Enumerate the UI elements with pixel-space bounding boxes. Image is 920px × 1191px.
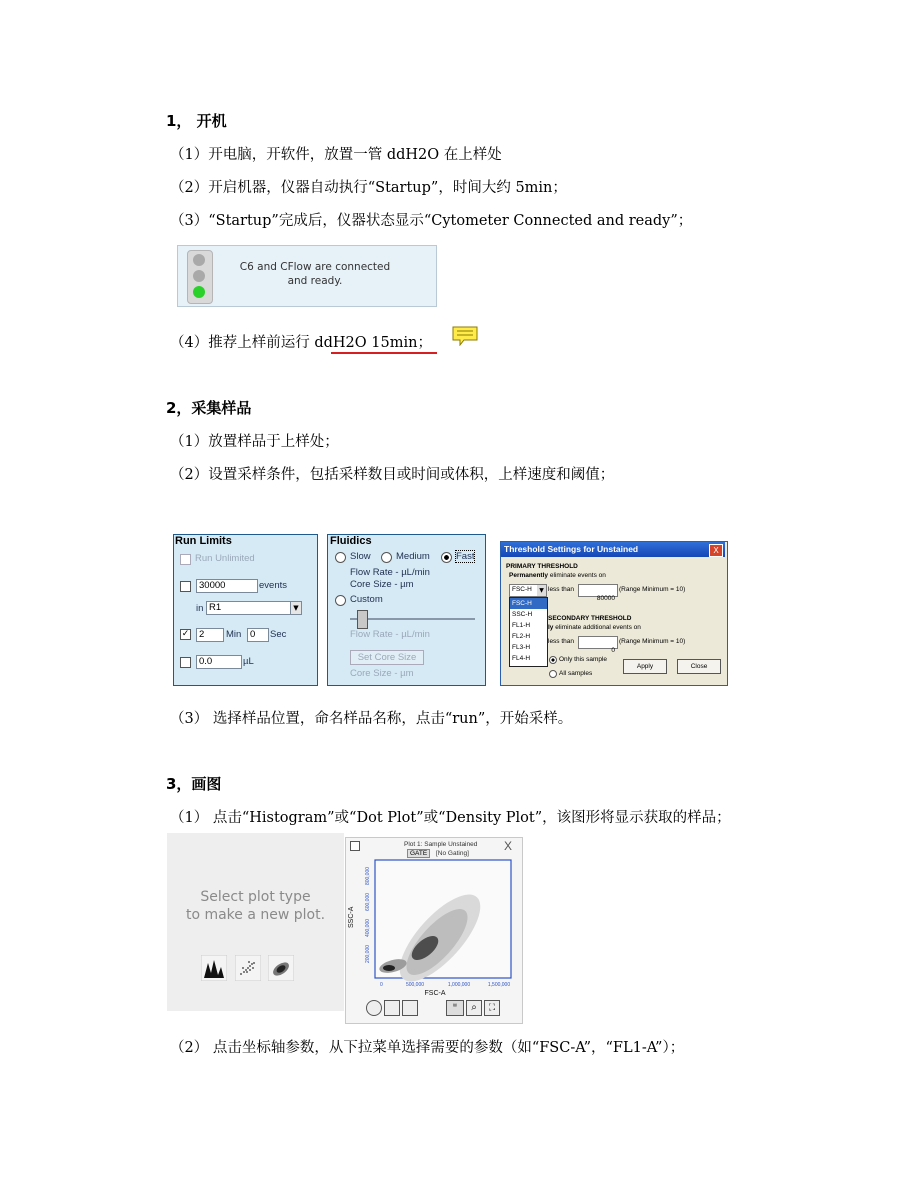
- x-axis-zero-tick: 0: [380, 982, 383, 988]
- fast-label: Fast: [456, 551, 475, 562]
- parameter-select-value: FSC-H: [512, 586, 532, 593]
- section-3-line-2: （2） 点击坐标轴参数，从下拉菜单选择需要的参数（如“FSC-A”，“FL1-A”）；: [170, 1040, 685, 1056]
- section-2-heading: 2，采集样品: [166, 399, 252, 417]
- eliminate-label: eliminate events on: [549, 572, 606, 579]
- section-3-heading: 3，画图: [166, 775, 222, 793]
- x-tick: 500,000: [405, 982, 425, 988]
- flow-rate-label: Flow Rate - µL/min: [350, 567, 430, 578]
- secondary-threshold-label: SECONDARY THRESHOLD: [548, 615, 632, 622]
- note-comment-icon[interactable]: [452, 326, 478, 346]
- primary-threshold-label: PRIMARY THRESHOLD: [506, 563, 578, 570]
- quadrant-gate-icon[interactable]: [402, 1000, 418, 1016]
- ellipse-gate-icon[interactable]: [366, 1000, 382, 1016]
- parameter-option[interactable]: SSC-H: [512, 611, 533, 618]
- volume-input[interactable]: 0.0: [196, 655, 242, 669]
- section-2-line-1: （1）放置样品于上样处；: [170, 434, 339, 450]
- apply-button[interactable]: Apply: [623, 659, 667, 674]
- slow-label: Slow: [350, 551, 371, 562]
- density-plot[interactable]: [345, 858, 521, 998]
- threshold-dialog-title: Threshold Settings for Unstained: [501, 542, 725, 557]
- run-unlimited-label: Run Unlimited: [195, 553, 255, 564]
- plot-select-checkbox[interactable]: [350, 841, 360, 851]
- chevron-down-icon[interactable]: ▼: [537, 585, 546, 596]
- parameter-option[interactable]: FL1-H: [512, 622, 531, 629]
- min-input[interactable]: 2: [196, 628, 224, 642]
- no-gating-label: [No Gating]: [436, 850, 469, 857]
- parameter-option[interactable]: FL2-H: [512, 633, 531, 640]
- gate-button[interactable]: GATE: [407, 849, 430, 858]
- events-label: events: [259, 580, 287, 591]
- secondary-value-input[interactable]: 0: [578, 636, 618, 649]
- section-1-line-3: （3）“Startup”完成后，仪器状态显示“Cytometer Connected and ready”；: [170, 213, 693, 229]
- range-note-2: (Range Minimum = 10): [619, 638, 686, 645]
- dot-plot-icon[interactable]: [235, 955, 261, 981]
- min-label: Min: [226, 629, 242, 640]
- y-tick: 600,000: [365, 892, 371, 912]
- chevron-down-icon[interactable]: ▼: [290, 601, 302, 615]
- flow-slider-track[interactable]: [350, 618, 475, 620]
- in-label: in: [196, 603, 204, 614]
- events-input[interactable]: 30000: [196, 579, 258, 593]
- select-plot-text: [167, 888, 344, 924]
- flow-slider-handle[interactable]: [357, 610, 368, 629]
- plot-spec-icon[interactable]: ▤: [446, 1000, 464, 1016]
- step4-prefix: （4）推荐上样前运行: [170, 335, 315, 351]
- step4-underlined: ddH2O 15min: [314, 335, 418, 351]
- fit-icon[interactable]: ⛶: [484, 1000, 500, 1016]
- less-than-label: less than: [548, 586, 575, 593]
- events-checkbox[interactable]: [180, 581, 191, 592]
- range-note: (Range Minimum = 10): [619, 586, 686, 593]
- section-2-line-3: （3） 选择样品位置，命名样品名称，点击“run”，开始采样。: [170, 711, 573, 727]
- select-plot-line-1: Select plot type: [200, 889, 311, 905]
- y-tick: 200,000: [365, 944, 371, 964]
- fluidics-title: Fluidics: [330, 535, 372, 547]
- status-line-2: and ready.: [287, 275, 343, 287]
- custom-radio[interactable]: [335, 595, 346, 606]
- volume-label: µL: [243, 656, 254, 667]
- flow-rate-disabled-label: Flow Rate - µL/min: [350, 629, 430, 640]
- run-unlimited-checkbox[interactable]: [180, 554, 191, 565]
- rectangle-gate-icon[interactable]: [384, 1000, 400, 1016]
- core-size-label: Core Size - µm: [350, 579, 414, 590]
- x-tick: 1,500,000: [487, 982, 511, 988]
- optionally-label: ly: [548, 624, 554, 631]
- y-tick: 400,000: [365, 918, 371, 938]
- status-line-1: C6 and CFlow are connected: [239, 261, 391, 273]
- close-icon[interactable]: X: [504, 839, 513, 853]
- fast-radio[interactable]: [441, 552, 452, 563]
- slow-radio[interactable]: [335, 552, 346, 563]
- select-plot-line-2: to make a new plot.: [185, 907, 326, 923]
- parameter-dropdown-list[interactable]: [509, 597, 548, 667]
- y-axis-label: SSC-A: [348, 906, 355, 928]
- close-button[interactable]: Close: [677, 659, 721, 674]
- parameter-option[interactable]: FL4-H: [512, 655, 531, 662]
- density-plot-icon[interactable]: [268, 955, 294, 981]
- volume-checkbox[interactable]: [180, 657, 191, 668]
- core-size-disabled-label: Core Size - µm: [350, 668, 414, 679]
- sec-label: Sec: [270, 629, 287, 640]
- cytometer-status-text: [215, 260, 415, 288]
- time-checkbox[interactable]: ✓: [181, 629, 190, 639]
- close-icon[interactable]: X: [709, 544, 723, 557]
- all-samples-label: All samples: [559, 670, 593, 677]
- permanently-label: Permanently: [509, 572, 549, 579]
- section-1-heading: 1， 开机: [166, 112, 227, 130]
- section-3-line-1: （1） 点击“Histogram”或“Dot Plot”或“Density Plot”，该图形将显示获取的样品；: [170, 810, 731, 826]
- parameter-option[interactable]: FL3-H: [512, 644, 531, 651]
- parameter-option[interactable]: FSC-H: [510, 598, 547, 609]
- parameter-select[interactable]: [509, 584, 547, 597]
- red-underline: [331, 352, 437, 354]
- zoom-icon[interactable]: ⌕: [466, 1000, 482, 1016]
- less-than-label-2: less than: [548, 638, 575, 645]
- medium-label: Medium: [396, 551, 430, 562]
- custom-label: Custom: [350, 594, 383, 605]
- threshold-value-input[interactable]: 80000: [578, 584, 618, 597]
- all-samples-radio[interactable]: [549, 670, 557, 678]
- only-sample-label: Only this sample: [559, 656, 608, 663]
- x-tick: 1,000,000: [447, 982, 471, 988]
- only-sample-radio[interactable]: [549, 656, 557, 664]
- eliminate2-label: eliminate additional events on: [555, 624, 641, 631]
- gate-select[interactable]: R1: [206, 601, 294, 615]
- section-1-line-1: （1）开电脑，开软件，放置一管 ddH2O 在上样处: [170, 147, 502, 163]
- step4-suffix: ；: [417, 335, 432, 351]
- medium-radio[interactable]: [381, 552, 392, 563]
- section-2-line-2: （2）设置采样条件，包括采样数目或时间或体积，上样速度和阈值；: [170, 467, 615, 483]
- y-tick: 800,000: [365, 866, 371, 886]
- traffic-light-icon: [187, 250, 213, 304]
- section-1-line-4: [170, 331, 432, 352]
- sec-input[interactable]: 0: [247, 628, 269, 642]
- run-limits-title: Run Limits: [175, 535, 232, 547]
- section-1-line-2: （2）开启机器，仪器自动执行“Startup”，时间大约 5min；: [170, 180, 567, 196]
- histogram-plot-icon[interactable]: [201, 955, 227, 981]
- set-core-size-button[interactable]: Set Core Size: [350, 650, 424, 665]
- x-axis-label: FSC-A: [424, 990, 446, 997]
- plot-title: Plot 1: Sample Unstained: [404, 841, 478, 848]
